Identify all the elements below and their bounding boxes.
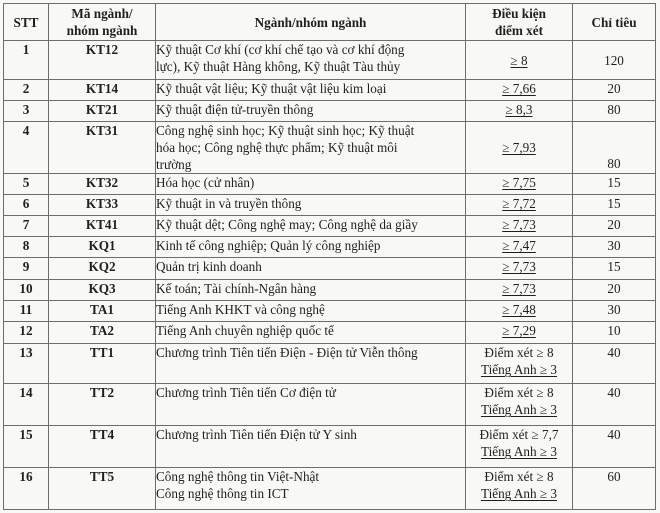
condition-score: Điểm xét ≥ 7,7: [479, 427, 559, 442]
condition-value: ≥ 8,3: [505, 102, 533, 117]
cell-major: Chương trình Tiên tiến Điện - Điện tử Viễn thông: [156, 344, 466, 384]
cell-stt: 9: [4, 258, 49, 280]
cell-major: Quản trị kinh doanh: [156, 258, 466, 280]
table-row: [4, 426, 656, 468]
major-line: Công nghệ thông tin ICT: [156, 486, 289, 501]
table-row: [4, 301, 656, 322]
cell-condition: [466, 468, 573, 510]
cell-quota: 40: [573, 426, 656, 468]
cell-code: KQ2: [49, 258, 156, 280]
cell-code: KT14: [49, 80, 156, 101]
cell-code: KT31: [49, 122, 156, 174]
cell-quota: 30: [573, 237, 656, 258]
condition-value: ≥ 8: [510, 52, 528, 68]
cell-code: KT12: [49, 41, 156, 80]
cell-condition: [466, 101, 573, 122]
cell-code: TA2: [49, 322, 156, 344]
cell-condition: [466, 322, 573, 344]
table-row: [4, 280, 656, 301]
table-row: [4, 80, 656, 101]
table-row: [4, 468, 656, 510]
cell-condition: [466, 258, 573, 280]
cell-major: Kỹ thuật in và truyền thông: [156, 195, 466, 216]
condition-english: Tiếng Anh ≥ 3: [480, 402, 557, 417]
cell-stt: 12: [4, 322, 49, 344]
table-row: [4, 258, 656, 280]
cell-condition: [466, 280, 573, 301]
cell-major: Kỹ thuật dệt; Công nghệ may; Công nghệ da giầy: [156, 216, 466, 237]
table-row: [4, 41, 656, 80]
cell-condition: [466, 80, 573, 101]
table-row: [4, 344, 656, 384]
major-line: Công nghệ sinh học; Kỹ thuật sinh học; Kỹ thuật: [156, 123, 415, 138]
cell-code: KT32: [49, 174, 156, 195]
cell-stt: 4: [4, 122, 49, 174]
cell-stt: 2: [4, 80, 49, 101]
condition-score: Điểm xét ≥ 8: [484, 469, 554, 484]
cell-major: Chương trình Tiên tiến Điện tử Y sinh: [156, 426, 466, 468]
cell-major: Hóa học (cử nhân): [156, 174, 466, 195]
cell-major: Kỹ thuật điện tử-truyền thông: [156, 101, 466, 122]
cell-condition: [466, 174, 573, 195]
major-line: Kỹ thuật Cơ khí (cơ khí chế tạo và cơ khí động: [156, 42, 405, 57]
cell-quota: 15: [573, 174, 656, 195]
cell-condition: [466, 216, 573, 237]
condition-value: ≥ 7,66: [502, 81, 536, 96]
condition-value: ≥ 7,48: [502, 302, 536, 317]
cell-code: TT4: [49, 426, 156, 468]
condition-value: ≥ 7,73: [502, 217, 536, 232]
cell-quota: 40: [573, 344, 656, 384]
cell-quota: 120: [573, 41, 656, 80]
cell-stt: 10: [4, 280, 49, 301]
cell-stt: 8: [4, 237, 49, 258]
table-row: [4, 322, 656, 344]
cell-major: Kinh tế công nghiệp; Quản lý công nghiệp: [156, 237, 466, 258]
table-row: [4, 101, 656, 122]
table-header-row: [4, 4, 656, 41]
table-row: [4, 174, 656, 195]
header-cond-line2: điểm xét: [495, 23, 543, 38]
header-stt: STT: [4, 4, 49, 41]
cell-code: KQ1: [49, 237, 156, 258]
cell-major: Tiếng Anh KHKT và công nghệ: [156, 301, 466, 322]
cell-quota: 80: [573, 122, 656, 174]
cell-quota: 40: [573, 384, 656, 426]
cell-major: [156, 468, 466, 510]
cell-code: KQ3: [49, 280, 156, 301]
cell-quota: 60: [573, 468, 656, 510]
condition-value: ≥ 7,93: [502, 140, 536, 155]
cell-stt: 7: [4, 216, 49, 237]
cell-code: KT41: [49, 216, 156, 237]
cell-quota: 30: [573, 301, 656, 322]
cell-code: KT33: [49, 195, 156, 216]
cell-stt: 14: [4, 384, 49, 426]
cell-code: TT2: [49, 384, 156, 426]
cell-stt: 16: [4, 468, 49, 510]
header-code: [49, 4, 156, 41]
cell-code: TT1: [49, 344, 156, 384]
header-cond-line1: Điều kiện: [492, 6, 546, 21]
table-row: [4, 384, 656, 426]
cell-stt: 11: [4, 301, 49, 322]
major-line: lực), Kỹ thuật Hàng không, Kỹ thuật Tàu thủy: [156, 59, 401, 74]
condition-english: Tiếng Anh ≥ 3: [480, 486, 557, 501]
header-condition: [466, 4, 573, 41]
cell-stt: 1: [4, 41, 49, 80]
cell-major: Tiếng Anh chuyên nghiệp quốc tế: [156, 322, 466, 344]
table-row: [4, 237, 656, 258]
cell-condition: [466, 237, 573, 258]
cell-condition: [466, 426, 573, 468]
cell-major: Kế toán; Tài chính-Ngân hàng: [156, 280, 466, 301]
cell-code: KT21: [49, 101, 156, 122]
table-row: [4, 216, 656, 237]
cell-stt: 6: [4, 195, 49, 216]
major-line: hóa học; Công nghệ thực phẩm; Kỹ thuật môi: [156, 140, 398, 155]
header-code-line2: nhóm ngành: [66, 23, 138, 38]
header-code-line1: Mã ngành/: [71, 6, 133, 21]
condition-value: ≥ 7,29: [502, 323, 536, 338]
condition-value: ≥ 7,73: [502, 281, 536, 296]
cell-stt: 15: [4, 426, 49, 468]
condition-english: Tiếng Anh ≥ 3: [480, 444, 557, 459]
cell-quota: 10: [573, 322, 656, 344]
condition-score: Điểm xét ≥ 8: [484, 385, 554, 400]
cell-major: [156, 122, 466, 174]
cell-stt: 13: [4, 344, 49, 384]
major-line: Công nghệ thông tin Việt-Nhật: [156, 469, 320, 484]
cell-quota: 20: [573, 280, 656, 301]
table-row: [4, 195, 656, 216]
cell-condition: [466, 195, 573, 216]
cell-condition: [466, 41, 573, 80]
cell-condition: [466, 122, 573, 174]
condition-value: ≥ 7,75: [502, 175, 536, 190]
cell-condition: [466, 301, 573, 322]
cell-stt: 5: [4, 174, 49, 195]
condition-value: ≥ 7,72: [502, 196, 536, 211]
cell-quota: 80: [573, 101, 656, 122]
cell-quota: 15: [573, 258, 656, 280]
admission-quota-table: [3, 3, 656, 510]
cell-major: Chương trình Tiên tiến Cơ điện tử: [156, 384, 466, 426]
cell-condition: [466, 344, 573, 384]
condition-value: ≥ 7,47: [502, 238, 536, 253]
cell-condition: [466, 384, 573, 426]
header-major: Ngành/nhóm ngành: [156, 4, 466, 41]
cell-quota: 15: [573, 195, 656, 216]
condition-score: Điểm xét ≥ 8: [484, 345, 554, 360]
cell-code: TT5: [49, 468, 156, 510]
condition-value: ≥ 7,73: [502, 259, 536, 274]
cell-major: Kỹ thuật vật liệu; Kỹ thuật vật liệu kim loại: [156, 80, 466, 101]
major-line: trường: [156, 157, 192, 172]
header-quota: Chỉ tiêu: [573, 4, 656, 41]
condition-english: Tiếng Anh ≥ 3: [480, 362, 557, 377]
cell-major: [156, 41, 466, 80]
cell-quota: 20: [573, 80, 656, 101]
cell-code: TA1: [49, 301, 156, 322]
cell-stt: 3: [4, 101, 49, 122]
table-row: [4, 122, 656, 174]
cell-quota: 20: [573, 216, 656, 237]
